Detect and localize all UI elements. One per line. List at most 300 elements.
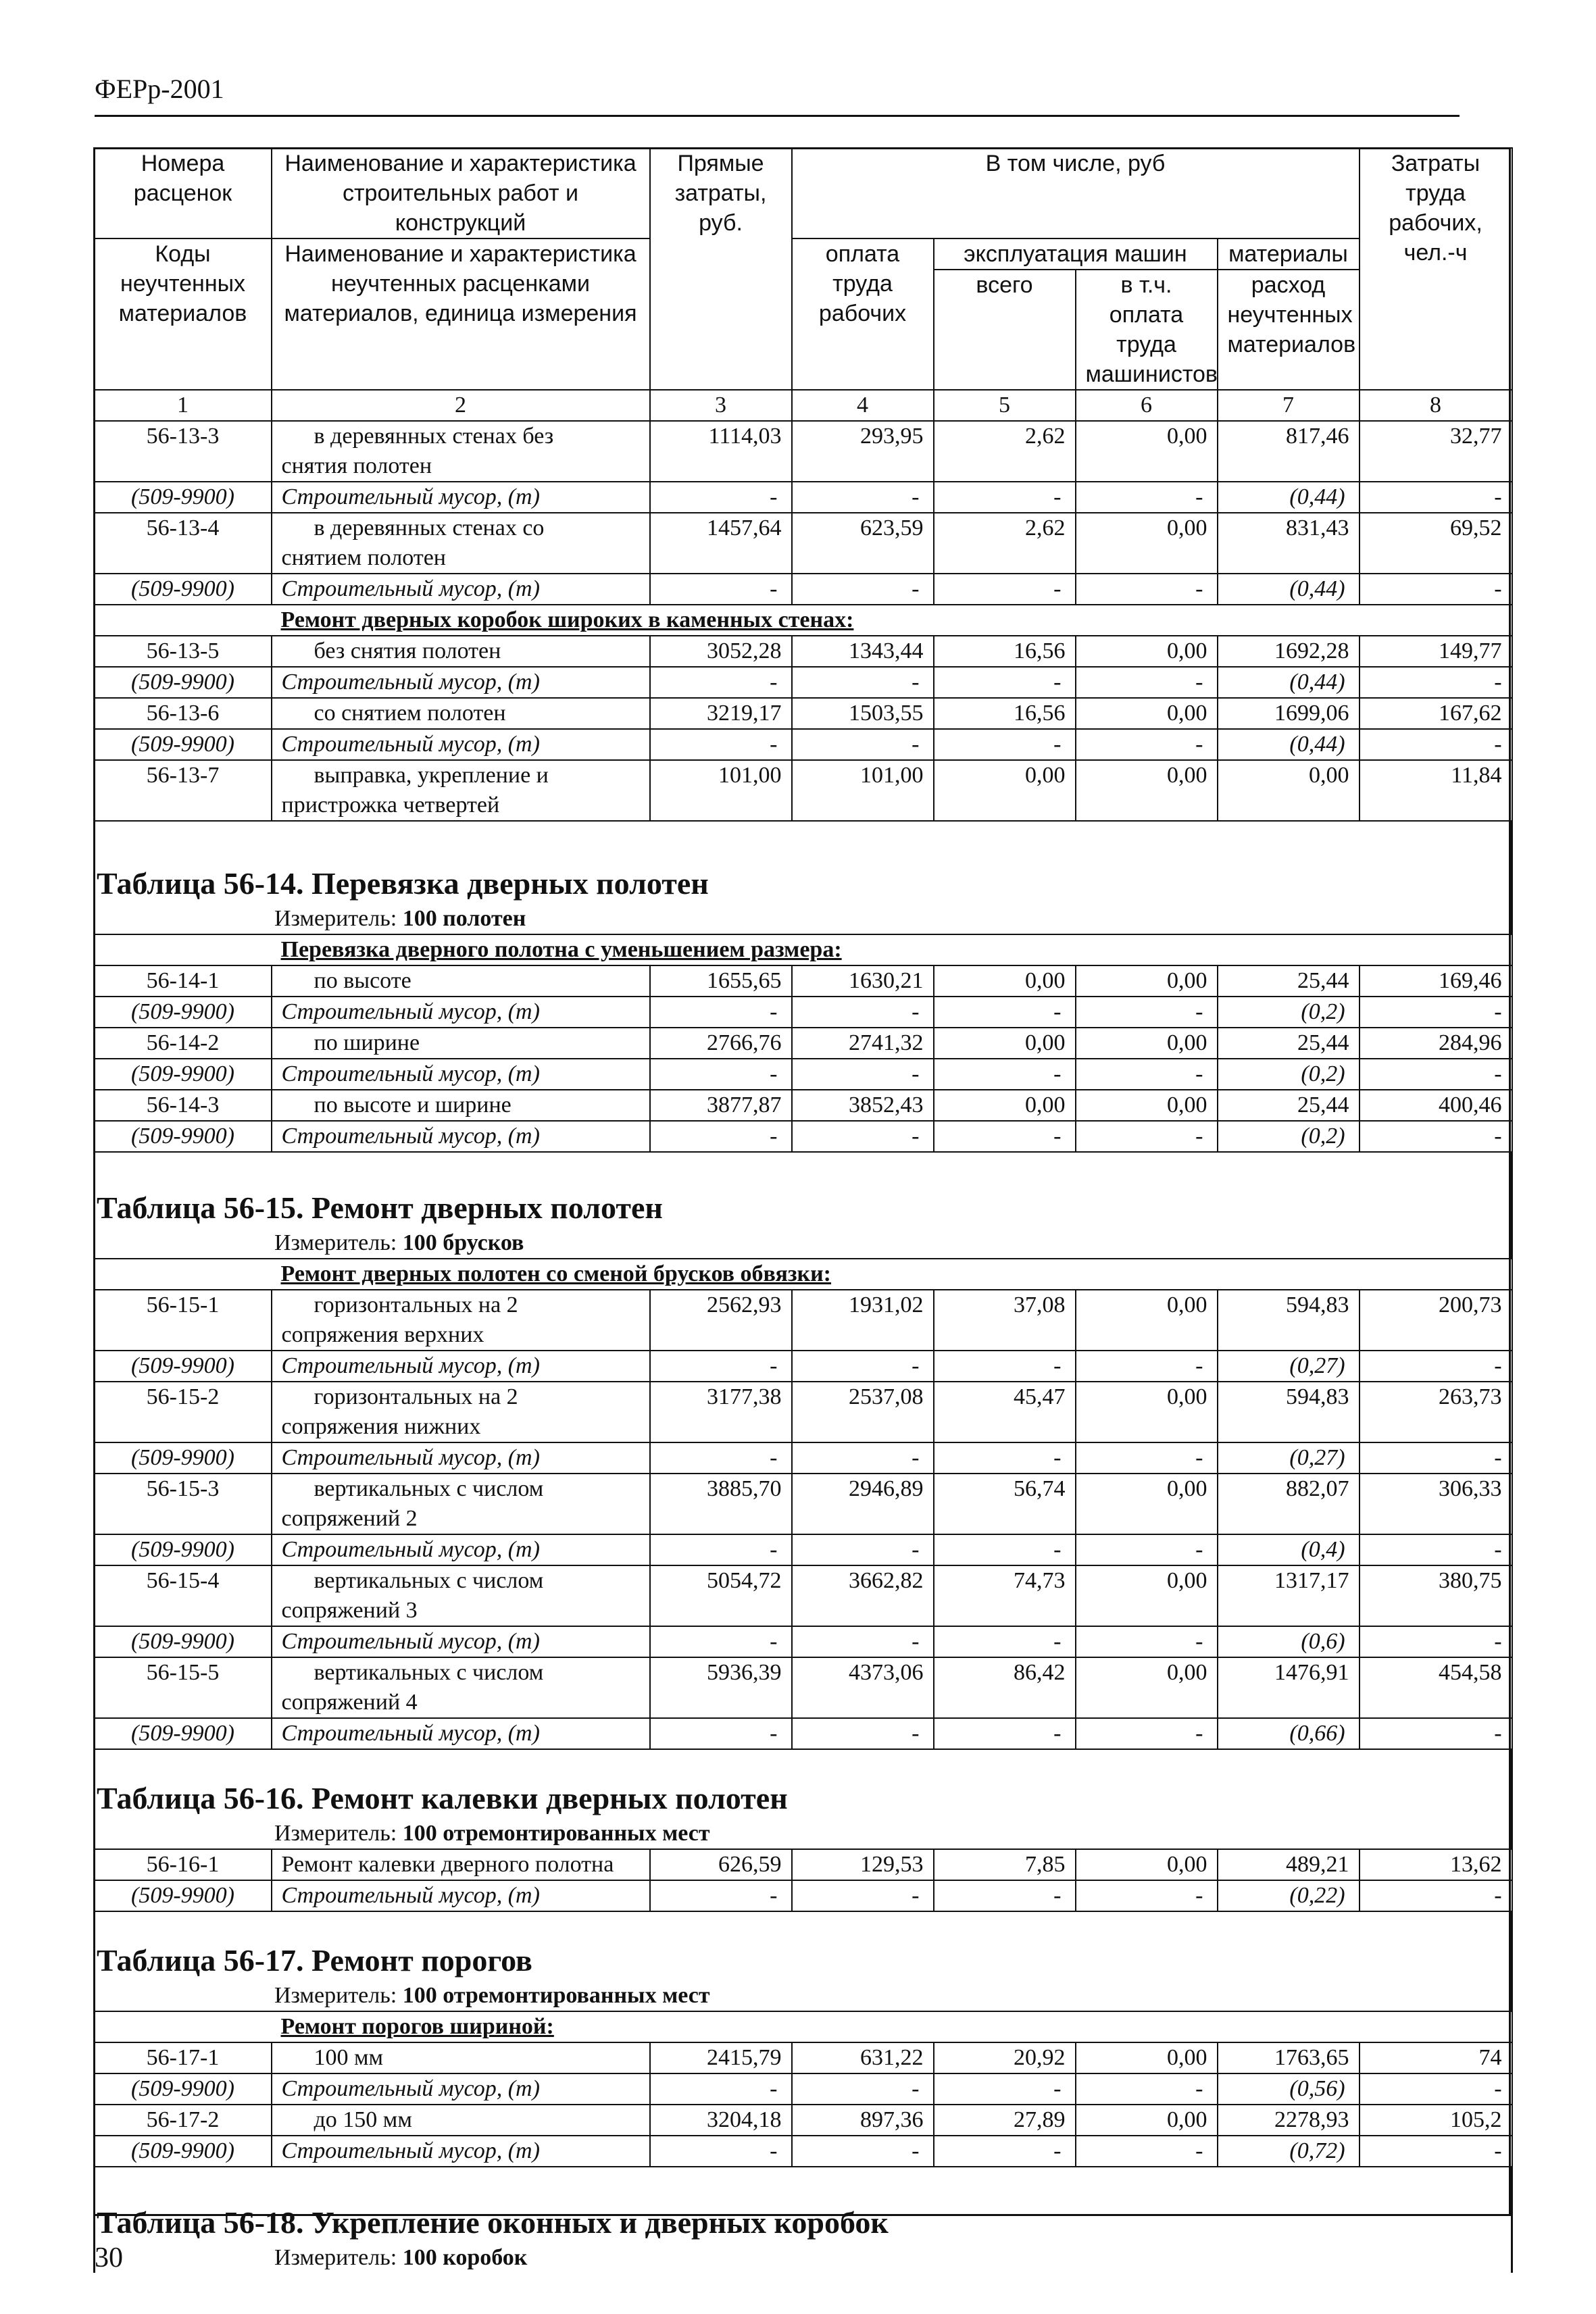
- value-c6: 0,00: [1076, 636, 1218, 667]
- value-c3: 2562,93: [650, 1290, 792, 1351]
- rate-row: [95, 1657, 1512, 1718]
- value-c6: 0,00: [1076, 1290, 1218, 1351]
- value-c4: 4373,06: [792, 1657, 934, 1718]
- dash-value: -: [650, 729, 792, 760]
- material-code: (509-9900): [95, 1059, 272, 1090]
- measure-cell: [95, 1228, 1512, 1259]
- header-row-2: [95, 238, 1512, 270]
- material-code: (509-9900): [95, 1121, 272, 1152]
- value-c3: 2766,76: [650, 1028, 792, 1059]
- value-c7: 1763,65: [1218, 2042, 1360, 2073]
- dash-value: -: [1360, 1351, 1512, 1382]
- dash-value: -: [1360, 2073, 1512, 2105]
- header-in-total: В том числе, руб: [792, 148, 1360, 238]
- dash-value: -: [1076, 482, 1218, 513]
- group-label-text: Ремонт порогов шириной:: [280, 2014, 554, 2039]
- value-c5: 74,73: [934, 1565, 1076, 1626]
- material-name: Строительный мусор, (т): [272, 574, 650, 605]
- header-material-name: Наименование и характеристика неучтенных расценками материалов, единица измерения: [272, 238, 650, 390]
- spacer-cell: [95, 1911, 1512, 1919]
- rate-row: [95, 636, 1512, 667]
- measure-text: [274, 1981, 710, 2011]
- dash-value: -: [1076, 997, 1218, 1028]
- dash-value: -: [934, 1059, 1076, 1090]
- section-spacer: [95, 1911, 1512, 1919]
- dash-value: -: [650, 1626, 792, 1657]
- material-row: [95, 1718, 1512, 1749]
- rate-name: [272, 2105, 650, 2136]
- rate-name-line: в деревянных стенах со: [314, 515, 545, 540]
- group-label: [272, 934, 1360, 965]
- column-number: 2: [272, 390, 650, 421]
- dash-value: -: [934, 729, 1076, 760]
- group-spacer: [95, 2011, 272, 2042]
- group-label: [272, 605, 1360, 636]
- value-c6: 0,00: [1076, 1028, 1218, 1059]
- material-row: [95, 1121, 1512, 1152]
- dash-value: -: [1360, 1880, 1512, 1911]
- value-c4: 2741,32: [792, 1028, 934, 1059]
- material-row: [95, 1626, 1512, 1657]
- value-c5: 0,00: [934, 1028, 1076, 1059]
- measure-cell: [95, 1819, 1512, 1849]
- measure-row: [95, 1981, 1512, 2011]
- table-title: Таблица 56-16. Ремонт калевки дверных полотен: [95, 1757, 1512, 1819]
- value-c8: 149,77: [1360, 636, 1512, 667]
- value-c3: 3204,18: [650, 2105, 792, 2136]
- rate-name-line: со снятием полотен: [314, 701, 506, 726]
- rate-name-line: сопряжений 2: [281, 1506, 418, 1531]
- value-c5: 7,85: [934, 1849, 1076, 1880]
- material-name: Строительный мусор, (т): [272, 1121, 650, 1152]
- material-consumption: (0,27): [1218, 1442, 1360, 1474]
- dash-value: -: [650, 1442, 792, 1474]
- rate-code: 56-15-2: [95, 1382, 272, 1442]
- rate-code: 56-13-4: [95, 513, 272, 574]
- rate-name-line: сопряжений 3: [281, 1598, 418, 1623]
- rate-name: [272, 760, 650, 821]
- material-name: Строительный мусор, (т): [272, 667, 650, 698]
- material-name: Строительный мусор, (т): [272, 1442, 650, 1474]
- dash-value: -: [792, 1718, 934, 1749]
- dash-value: -: [650, 1880, 792, 1911]
- material-consumption: (0,4): [1218, 1534, 1360, 1565]
- dash-value: -: [792, 574, 934, 605]
- material-code: (509-9900): [95, 482, 272, 513]
- dash-value: -: [792, 1442, 934, 1474]
- dash-value: -: [1360, 997, 1512, 1028]
- value-c8: 74: [1360, 2042, 1512, 2073]
- dash-value: -: [1360, 574, 1512, 605]
- value-c8: 11,84: [1360, 760, 1512, 821]
- value-c3: 626,59: [650, 1849, 792, 1880]
- spacer-cell: [95, 1749, 1512, 1757]
- group-label: [272, 1259, 1360, 1290]
- rate-name: [272, 1565, 650, 1626]
- dash-value: -: [650, 482, 792, 513]
- header-labor-hours: Затраты труда рабочих, чел.-ч: [1360, 148, 1512, 390]
- rate-name: [272, 1290, 650, 1351]
- value-c6: 0,00: [1076, 760, 1218, 821]
- value-c8: 169,46: [1360, 965, 1512, 997]
- dash-value: -: [792, 1121, 934, 1152]
- value-c8: 380,75: [1360, 1565, 1512, 1626]
- section-spacer: [95, 2167, 1512, 2181]
- value-c4: 3852,43: [792, 1090, 934, 1121]
- group-heading-row: [95, 2011, 1512, 2042]
- value-c4: 2537,08: [792, 1382, 934, 1442]
- dash-value: -: [650, 1718, 792, 1749]
- material-name: Строительный мусор, (т): [272, 1059, 650, 1090]
- rate-name-line: в деревянных стенах без: [314, 424, 554, 449]
- value-c5: 0,00: [934, 1090, 1076, 1121]
- group-spacer: [95, 605, 272, 636]
- rate-name-line: снятия полотен: [281, 453, 432, 478]
- value-c5: 2,62: [934, 421, 1076, 482]
- rate-name-line: сопряжений 4: [281, 1690, 418, 1715]
- dash-value: -: [934, 1880, 1076, 1911]
- material-consumption: (0,44): [1218, 574, 1360, 605]
- value-c8: 69,52: [1360, 513, 1512, 574]
- rate-row: [95, 1474, 1512, 1534]
- dash-value: -: [1076, 1351, 1218, 1382]
- value-c5: 0,00: [934, 760, 1076, 821]
- rate-name-line: сопряжения нижних: [281, 1414, 481, 1439]
- rate-name-line: вертикальных с числом: [314, 1568, 544, 1593]
- material-row: [95, 1534, 1512, 1565]
- value-c4: 101,00: [792, 760, 934, 821]
- dash-value: -: [934, 1534, 1076, 1565]
- header-machines-total: всего: [934, 270, 1076, 390]
- dash-value: -: [1076, 574, 1218, 605]
- rate-code: 56-14-2: [95, 1028, 272, 1059]
- value-c8: 284,96: [1360, 1028, 1512, 1059]
- measure-value: 100 отремонтированных мест: [402, 1983, 710, 2008]
- rate-name-line: пристрожка четвертей: [281, 793, 500, 818]
- material-name: Строительный мусор, (т): [272, 1626, 650, 1657]
- rate-code: 56-17-1: [95, 2042, 272, 2073]
- header-material-codes: Коды неучтенных материалов: [95, 238, 272, 390]
- material-code: (509-9900): [95, 1880, 272, 1911]
- value-c7: 831,43: [1218, 513, 1360, 574]
- value-c7: 594,83: [1218, 1382, 1360, 1442]
- rate-name: [272, 1849, 650, 1880]
- table-title-row: [95, 1757, 1512, 1819]
- value-c5: 45,47: [934, 1382, 1076, 1442]
- rate-row: [95, 760, 1512, 821]
- value-c3: 3885,70: [650, 1474, 792, 1534]
- running-header: ФЕРр-2001: [95, 74, 224, 104]
- material-name: Строительный мусор, (т): [272, 997, 650, 1028]
- measure-label: Измеритель:: [274, 1821, 397, 1846]
- rate-name-line: до 150 мм: [314, 2107, 412, 2132]
- rate-code: 56-15-3: [95, 1474, 272, 1534]
- value-c6: 0,00: [1076, 421, 1218, 482]
- dash-value: -: [1360, 667, 1512, 698]
- rate-code: 56-15-4: [95, 1565, 272, 1626]
- value-c7: 594,83: [1218, 1290, 1360, 1351]
- dash-value: -: [1076, 729, 1218, 760]
- material-consumption: (0,44): [1218, 667, 1360, 698]
- material-code: (509-9900): [95, 729, 272, 760]
- rate-name: [272, 965, 650, 997]
- group-label-text: Ремонт дверных полотен со сменой брусков обвязки:: [280, 1261, 832, 1286]
- measure-text: [274, 2243, 527, 2273]
- dash-value: -: [792, 1626, 934, 1657]
- value-c4: 623,59: [792, 513, 934, 574]
- header-material-consumption: расход неучтенных материалов: [1218, 270, 1360, 390]
- dash-value: -: [792, 1351, 934, 1382]
- dash-value: -: [792, 997, 934, 1028]
- value-c3: 5054,72: [650, 1565, 792, 1626]
- rate-name-line: без снятия полотен: [314, 638, 501, 663]
- measure-row: [95, 1819, 1512, 1849]
- group-spacer: [1360, 934, 1512, 965]
- dash-value: -: [1360, 482, 1512, 513]
- value-c7: 1699,06: [1218, 698, 1360, 729]
- value-c4: 3662,82: [792, 1565, 934, 1626]
- value-c4: 293,95: [792, 421, 934, 482]
- measure-cell: [95, 2243, 1512, 2273]
- material-row: [95, 1351, 1512, 1382]
- value-c6: 0,00: [1076, 513, 1218, 574]
- dash-value: -: [934, 667, 1076, 698]
- group-label: [272, 2011, 1360, 2042]
- rate-name: [272, 1382, 650, 1442]
- dash-value: -: [792, 2073, 934, 2105]
- dash-value: -: [934, 1351, 1076, 1382]
- dash-value: -: [1360, 1534, 1512, 1565]
- value-c8: 454,58: [1360, 1657, 1512, 1718]
- measure-label: Измеритель:: [274, 1983, 397, 2008]
- value-c7: 25,44: [1218, 1090, 1360, 1121]
- value-c6: 0,00: [1076, 1474, 1218, 1534]
- rate-name-line: по ширине: [314, 1030, 420, 1055]
- value-c8: 167,62: [1360, 698, 1512, 729]
- group-heading-row: [95, 1259, 1512, 1290]
- dash-value: -: [1076, 1534, 1218, 1565]
- rate-code: 56-13-3: [95, 421, 272, 482]
- material-consumption: (0,6): [1218, 1626, 1360, 1657]
- value-c3: 101,00: [650, 760, 792, 821]
- value-c8: 263,73: [1360, 1382, 1512, 1442]
- measure-value: 100 коробок: [402, 2245, 528, 2270]
- material-code: (509-9900): [95, 1351, 272, 1382]
- rate-name: [272, 1474, 650, 1534]
- dash-value: -: [792, 2136, 934, 2167]
- rate-code: 56-13-6: [95, 698, 272, 729]
- value-c8: 32,77: [1360, 421, 1512, 482]
- rate-row: [95, 513, 1512, 574]
- dash-value: -: [792, 667, 934, 698]
- group-heading-row: [95, 605, 1512, 636]
- dash-value: -: [650, 574, 792, 605]
- rate-code: 56-15-5: [95, 1657, 272, 1718]
- rate-row: [95, 2105, 1512, 2136]
- value-c6: 0,00: [1076, 1565, 1218, 1626]
- price-table: [93, 147, 1513, 2273]
- rate-name: [272, 1028, 650, 1059]
- rate-row: [95, 965, 1512, 997]
- value-c7: 817,46: [1218, 421, 1360, 482]
- rate-row: [95, 1090, 1512, 1121]
- material-consumption: (0,27): [1218, 1351, 1360, 1382]
- value-c5: 37,08: [934, 1290, 1076, 1351]
- value-c4: 1630,21: [792, 965, 934, 997]
- dash-value: -: [1360, 729, 1512, 760]
- value-c3: 3877,87: [650, 1090, 792, 1121]
- rate-name: [272, 636, 650, 667]
- value-c3: 3219,17: [650, 698, 792, 729]
- rate-name-line: горизонтальных на 2: [314, 1384, 518, 1409]
- dash-value: -: [1360, 2136, 1512, 2167]
- dash-value: -: [1076, 2073, 1218, 2105]
- value-c7: 1692,28: [1218, 636, 1360, 667]
- material-name: Строительный мусор, (т): [272, 1718, 650, 1749]
- material-name: Строительный мусор, (т): [272, 2136, 650, 2167]
- column-number: 5: [934, 390, 1076, 421]
- header-rule: [95, 115, 1460, 117]
- value-c3: 5936,39: [650, 1657, 792, 1718]
- spacer-cell: [95, 1152, 1512, 1166]
- column-number: 4: [792, 390, 934, 421]
- rate-name-line: Ремонт калевки дверного полотна: [281, 1852, 614, 1877]
- value-c5: 2,62: [934, 513, 1076, 574]
- dash-value: -: [650, 2073, 792, 2105]
- measure-text: [274, 904, 526, 934]
- material-row: [95, 2073, 1512, 2105]
- dash-value: -: [650, 997, 792, 1028]
- value-c6: 0,00: [1076, 965, 1218, 997]
- rate-name-line: 100 мм: [314, 2045, 384, 2070]
- group-spacer: [1360, 605, 1512, 636]
- value-c4: 1931,02: [792, 1290, 934, 1351]
- dash-value: -: [934, 574, 1076, 605]
- material-code: (509-9900): [95, 1534, 272, 1565]
- rate-code: 56-15-1: [95, 1290, 272, 1351]
- value-c4: 1343,44: [792, 636, 934, 667]
- value-c4: 897,36: [792, 2105, 934, 2136]
- rate-name-line: по высоте и ширине: [314, 1092, 512, 1117]
- material-code: (509-9900): [95, 574, 272, 605]
- measure-row: [95, 2243, 1512, 2273]
- material-row: [95, 2136, 1512, 2167]
- value-c6: 0,00: [1076, 2042, 1218, 2073]
- rate-code: 56-14-3: [95, 1090, 272, 1121]
- column-number: 1: [95, 390, 272, 421]
- value-c5: 0,00: [934, 965, 1076, 997]
- value-c8: 105,2: [1360, 2105, 1512, 2136]
- dash-value: -: [1076, 1059, 1218, 1090]
- dash-value: -: [650, 1059, 792, 1090]
- material-consumption: (0,2): [1218, 997, 1360, 1028]
- dash-value: -: [650, 1351, 792, 1382]
- rate-code: 56-16-1: [95, 1849, 272, 1880]
- value-c3: 3177,38: [650, 1382, 792, 1442]
- rate-code: 56-14-1: [95, 965, 272, 997]
- material-consumption: (0,44): [1218, 729, 1360, 760]
- material-row: [95, 729, 1512, 760]
- material-name: Строительный мусор, (т): [272, 1880, 650, 1911]
- column-number: 7: [1218, 390, 1360, 421]
- header-machinist-pay: в т.ч. оплата труда машинистов: [1076, 270, 1218, 390]
- measure-value: 100 полотен: [402, 906, 526, 931]
- value-c6: 0,00: [1076, 1382, 1218, 1442]
- rate-name: [272, 1657, 650, 1718]
- dash-value: -: [1076, 667, 1218, 698]
- header-work-name: Наименование и характеристика строительных работ и конструкций: [272, 148, 650, 238]
- material-row: [95, 997, 1512, 1028]
- value-c3: 1114,03: [650, 421, 792, 482]
- header-materials: материалы: [1218, 238, 1360, 270]
- measure-row: [95, 904, 1512, 934]
- spacer-cell: [95, 2167, 1512, 2181]
- measure-cell: [95, 1981, 1512, 2011]
- group-spacer: [95, 1259, 272, 1290]
- rate-name-line: по высоте: [314, 968, 412, 993]
- material-name: Строительный мусор, (т): [272, 482, 650, 513]
- material-code: (509-9900): [95, 667, 272, 698]
- section-spacer: [95, 1152, 1512, 1166]
- value-c3: 2415,79: [650, 2042, 792, 2073]
- header-row: [95, 148, 1512, 238]
- value-c8: 400,46: [1360, 1090, 1512, 1121]
- value-c8: 200,73: [1360, 1290, 1512, 1351]
- material-row: [95, 1880, 1512, 1911]
- value-c4: 2946,89: [792, 1474, 934, 1534]
- value-c3: 1457,64: [650, 513, 792, 574]
- rate-name: [272, 421, 650, 482]
- dash-value: -: [1360, 1442, 1512, 1474]
- table-title: Таблица 56-15. Ремонт дверных полотен: [95, 1166, 1512, 1228]
- dash-value: -: [1360, 1059, 1512, 1090]
- dash-value: -: [1076, 1626, 1218, 1657]
- material-code: (509-9900): [95, 1626, 272, 1657]
- rate-name-line: горизонтальных на 2: [314, 1292, 518, 1317]
- material-code: (509-9900): [95, 2073, 272, 2105]
- dash-value: -: [1360, 1121, 1512, 1152]
- material-code: (509-9900): [95, 997, 272, 1028]
- dash-value: -: [1076, 2136, 1218, 2167]
- material-code: (509-9900): [95, 1442, 272, 1474]
- dash-value: -: [934, 482, 1076, 513]
- header-direct-costs: Прямые затраты, руб.: [650, 148, 792, 390]
- rate-code: 56-17-2: [95, 2105, 272, 2136]
- rate-row: [95, 1028, 1512, 1059]
- value-c7: 25,44: [1218, 965, 1360, 997]
- group-spacer: [1360, 1259, 1512, 1290]
- value-c4: 631,22: [792, 2042, 934, 2073]
- value-c7: 0,00: [1218, 760, 1360, 821]
- dash-value: -: [934, 997, 1076, 1028]
- header-rate-numbers: Номера расценок: [95, 148, 272, 238]
- material-code: (509-9900): [95, 1718, 272, 1749]
- value-c6: 0,00: [1076, 2105, 1218, 2136]
- table-title: Таблица 56-17. Ремонт порогов: [95, 1919, 1512, 1981]
- material-consumption: (0,2): [1218, 1059, 1360, 1090]
- material-row: [95, 574, 1512, 605]
- material-name: Строительный мусор, (т): [272, 1351, 650, 1382]
- group-spacer: [1360, 2011, 1512, 2042]
- table-title-row: [95, 842, 1512, 904]
- rate-name-line: вертикальных с числом: [314, 1476, 544, 1501]
- material-consumption: (0,72): [1218, 2136, 1360, 2167]
- material-consumption: (0,66): [1218, 1718, 1360, 1749]
- group-heading-row: [95, 934, 1512, 965]
- dash-value: -: [934, 2136, 1076, 2167]
- measure-row: [95, 1228, 1512, 1259]
- header-machines: эксплуатация машин: [934, 238, 1218, 270]
